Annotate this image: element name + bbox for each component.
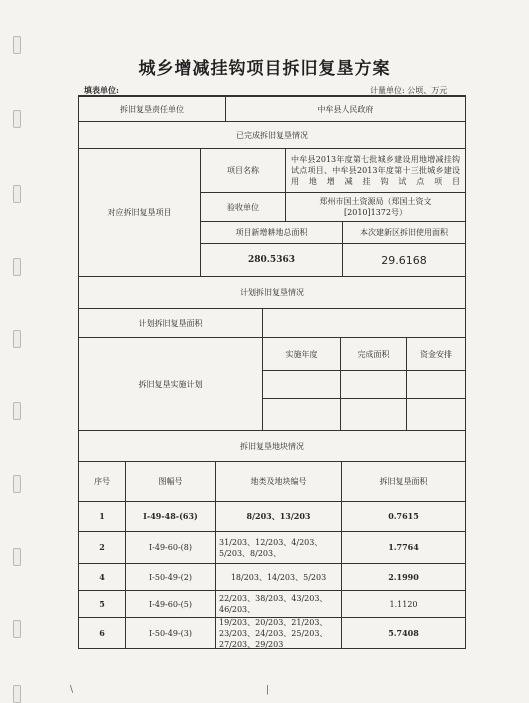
responsible-unit-value: 中牟县人民政府 bbox=[317, 104, 374, 114]
responsible-unit-label: 拆旧复垦责任单位 bbox=[120, 104, 184, 114]
row-reclaim-area: 5.7408 bbox=[388, 627, 419, 638]
row-seq-no: 4 bbox=[99, 571, 105, 582]
binder-hole bbox=[13, 330, 21, 348]
used-area-value: 29.6168 bbox=[381, 253, 427, 267]
binder-hole bbox=[13, 110, 21, 128]
new-area-label: 项目新增耕地总面积 bbox=[235, 228, 308, 237]
planned-area-value bbox=[263, 309, 465, 337]
col-implementation-year: 实施年度 bbox=[285, 349, 318, 359]
row-map-sheet: I-50-49-(3) bbox=[149, 628, 192, 638]
project-name-value: 中牟县2013年度第七批城乡建设用地增减挂钩试点项目、中牟县2013年度第十三批城乡建设用地增减挂钩试点项目 bbox=[291, 155, 460, 186]
binder-hole bbox=[13, 36, 21, 54]
implementation-plan-label: 拆旧复垦实施计划 bbox=[138, 379, 203, 389]
binder-hole bbox=[13, 620, 21, 638]
completed-section-title: 已完成拆旧复垦情况 bbox=[236, 130, 308, 140]
header-seq-no: 序号 bbox=[94, 477, 110, 486]
row-reclaim-area: 1.7764 bbox=[388, 542, 419, 552]
fill-unit-label: 填表单位: bbox=[84, 85, 119, 95]
col-completed-area: 完成面积 bbox=[357, 349, 390, 359]
document-title: 城乡增减挂钩项目拆旧复垦方案 bbox=[138, 59, 391, 79]
row-reclaim-area: 0.7615 bbox=[388, 511, 419, 521]
col-fund-arrangement: 资金安排 bbox=[420, 349, 452, 359]
header-land-parcels: 地类及地块编号 bbox=[250, 477, 307, 486]
binder-hole bbox=[13, 185, 21, 203]
row-land-parcels: 19/203、20/203、21/203、23/203、24/203、25/203、27/203、29/203 bbox=[219, 617, 328, 649]
binder-hole bbox=[13, 475, 21, 493]
parcels-section-title: 拆旧复垦地块情况 bbox=[240, 441, 304, 451]
binder-hole bbox=[13, 685, 21, 703]
header-map-sheet: 图幅号 bbox=[158, 477, 183, 486]
new-area-value: 280.5363 bbox=[248, 254, 295, 265]
binder-hole bbox=[13, 258, 21, 276]
acceptance-unit-label: 验收单位 bbox=[227, 202, 259, 212]
row-seq-no: 1 bbox=[99, 511, 105, 521]
row-land-parcels: 22/203、38/203、43/203、46/203、 bbox=[219, 594, 328, 614]
planned-section-title: 计划拆旧复垦情况 bbox=[240, 288, 304, 297]
binder-hole bbox=[13, 402, 21, 420]
binder-hole bbox=[13, 548, 21, 566]
planned-area-label: 计划拆旧复垦面积 bbox=[138, 318, 203, 328]
scan-mark: | bbox=[266, 685, 270, 695]
scan-mark: \ bbox=[70, 685, 74, 695]
row-land-parcels: 31/203、12/203、4/203、5/203、8/203、 bbox=[219, 537, 323, 558]
header-reclaim-area: 拆旧复垦面积 bbox=[379, 477, 428, 486]
row-map-sheet: I-49-60-(5) bbox=[149, 599, 192, 609]
row-land-parcels: 18/203、14/203、5/203 bbox=[230, 572, 327, 582]
row-seq-no: 5 bbox=[99, 598, 105, 609]
project-name-label: 项目名称 bbox=[227, 166, 259, 175]
row-seq-no: 6 bbox=[99, 627, 105, 638]
completed-project-label: 对应拆旧复垦项目 bbox=[107, 208, 172, 217]
acceptance-unit-value: 郑州市国土资源局（郑国土资文[2010]1372号） bbox=[319, 197, 432, 217]
row-seq-no: 2 bbox=[99, 542, 105, 552]
row-reclaim-area: 1.1120 bbox=[389, 599, 418, 609]
row-map-sheet: I-49-48-(63) bbox=[143, 511, 198, 521]
row-land-parcels: 8/203、13/203 bbox=[246, 511, 311, 521]
used-area-label: 本次建新区拆旧使用面积 bbox=[360, 228, 448, 237]
row-map-sheet: I-49-60-(8) bbox=[149, 543, 192, 552]
row-map-sheet: I-50-49-(2) bbox=[149, 572, 192, 582]
measure-unit-label: 计量单位: 公顷、万元 bbox=[370, 86, 448, 95]
row-reclaim-area: 2.1990 bbox=[388, 571, 419, 582]
